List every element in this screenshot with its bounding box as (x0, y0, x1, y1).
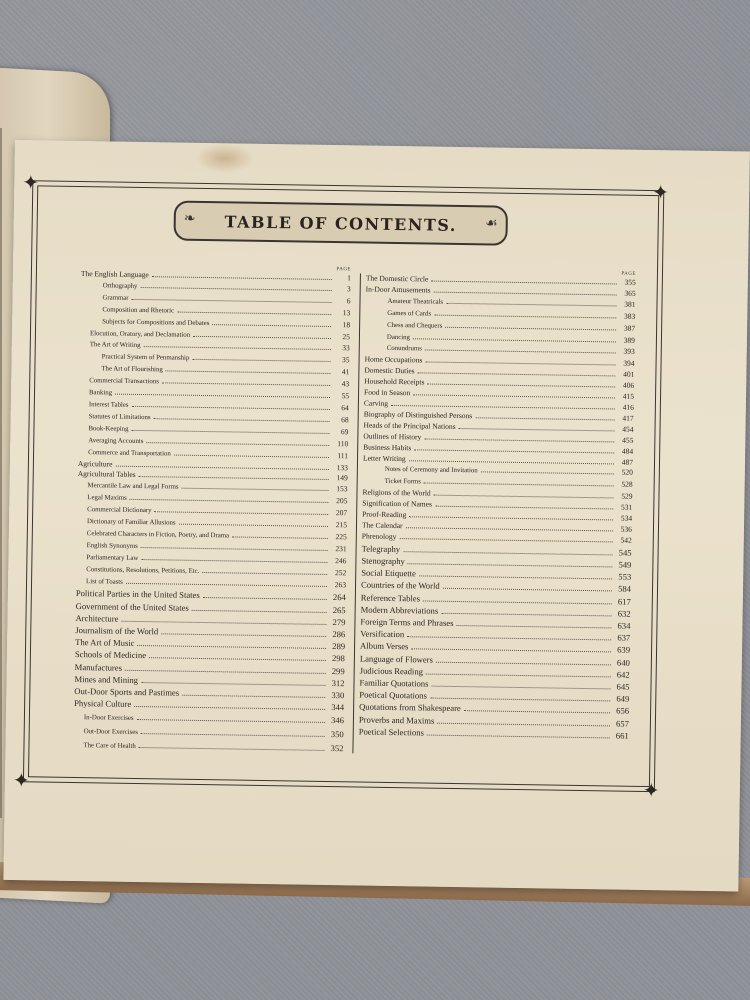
book-page (3, 140, 750, 891)
toc-entry-title: Letter Writing (362, 453, 406, 463)
toc-entry-title: Out-Door Sports and Pastimes (74, 686, 180, 698)
toc-entry-title: Book-Keeping (88, 424, 129, 433)
toc-entry-page: 279 (332, 616, 346, 628)
toc-entry-page: 637 (617, 632, 631, 643)
toc-entry-page: 231 (335, 543, 347, 554)
page-column-label: PAGE (621, 271, 637, 277)
toc-entry-title: Agriculture (77, 458, 113, 469)
leader-dots (408, 557, 613, 567)
toc-entry-title: Domestic Duties (364, 365, 415, 376)
leader-dots (232, 530, 328, 539)
toc-entry-page: 1 (347, 273, 351, 283)
toc-entry-page: 215 (335, 520, 348, 530)
toc-entry-page: 64 (341, 403, 349, 413)
toc-entry-title: Commerce and Transportation (88, 448, 171, 458)
leader-dots (443, 582, 612, 592)
toc-entry-page: 3 (346, 284, 351, 294)
toc-entry-title: Modern Abbreviations (360, 604, 439, 616)
toc-entry-page: 393 (623, 347, 635, 357)
toc-entry-page: 389 (623, 335, 636, 345)
leader-dots (481, 466, 614, 475)
toc-entry-page: 350 (330, 728, 344, 739)
toc-entry-page: 289 (332, 641, 346, 652)
page-title: TABLE OF CONTENTS. (224, 211, 458, 235)
toc-entry-title: The Care of Health (83, 742, 136, 750)
leader-dots (430, 692, 611, 702)
toc-entry-page: 632 (617, 608, 631, 619)
title-cartouche (173, 201, 508, 246)
toc-entry-title: Home Occupations (364, 354, 423, 365)
toc-entry-page: 149 (336, 473, 348, 483)
toc-entry-title: Household Receipts (364, 376, 425, 387)
toc-entry-title: Celebrated Characters in Fiction, Poetry, and Drama (86, 530, 230, 540)
toc-entry-page: 252 (334, 567, 347, 577)
toc-entry-title: Constitutions, Resolutions, Petitions, Etc. (86, 565, 200, 575)
toc-entry-page: 649 (616, 693, 630, 704)
toc-entry-page: 355 (624, 277, 636, 287)
toc-entry-title: Language of Flowers (359, 653, 434, 665)
toc-entry-page: 657 (615, 718, 629, 729)
toc-entry-page: 25 (342, 331, 351, 341)
leader-dots (433, 285, 616, 295)
toc-entry-page: 645 (616, 681, 630, 692)
leader-dots (427, 728, 610, 738)
toc-entry-title: The Art of Flourishing (101, 365, 163, 374)
leader-dots (434, 489, 614, 499)
toc-entry-title: Elocution, Oratory, and Declamation (89, 329, 191, 339)
toc-entry-page: 542 (620, 535, 632, 545)
toc-entry-title: Conundrums (386, 345, 422, 353)
toc-entry-page: 6 (346, 296, 351, 306)
leader-dots (434, 308, 616, 318)
leader-dots (193, 329, 331, 338)
leader-dots (154, 412, 330, 422)
toc-entry-title: Orthography (102, 282, 138, 290)
leader-dots (437, 716, 610, 726)
toc-entry-title: Parliamentary Law (86, 553, 139, 562)
toc-entry-title: In-Door Amusements (365, 284, 431, 295)
toc-entry-title: Statutes of Limitations (88, 413, 151, 422)
toc-entry-title: Composition and Rhetoric (102, 306, 175, 315)
toc-entry-title: Proverbs and Maxims (358, 714, 435, 726)
toc-entry-page: 531 (620, 502, 633, 512)
toc-entry-page: 330 (331, 690, 345, 701)
toc-entry-page: 205 (336, 496, 348, 506)
toc-entry-title: Agricultural Tables (77, 469, 136, 480)
leader-dots (162, 376, 330, 386)
toc-entry-title: Dancing (386, 333, 411, 341)
toc-entry-page: 246 (335, 555, 347, 566)
toc-entry-title: Biography of Distinguished Persons (363, 409, 473, 421)
toc-entry-title: Notes of Ceremony and Invitation (384, 466, 478, 475)
toc-entry-page: 454 (622, 424, 634, 434)
toc-entry-title: Stenography (361, 555, 405, 567)
leader-dots (192, 353, 330, 362)
toc-entry-title: Legal Maxims (87, 494, 127, 503)
toc-entry-title: Quotations from Shakespeare (359, 701, 461, 714)
corner-ornament-icon: ✦ (12, 770, 30, 793)
leader-dots (141, 676, 326, 686)
toc-entry-title: Manufactures (74, 661, 123, 673)
leader-dots (179, 518, 329, 527)
leader-dots (435, 500, 614, 510)
toc-entry-title: The Art of Writing (89, 341, 141, 350)
toc-entry-title: Interest Tables (88, 401, 129, 409)
toc-entry-title: English Synonyms (86, 542, 138, 550)
toc-entry-title: Carving (363, 398, 389, 408)
corner-ornament-icon: ✦ (652, 182, 670, 205)
toc-entry-page: 346 (330, 714, 345, 725)
toc-entry-title: Outlines of History (363, 431, 422, 442)
toc-entry-page: 110 (337, 438, 349, 448)
leader-dots (174, 448, 329, 457)
toc-entry-page: 536 (620, 524, 633, 534)
page-column-label: PAGE (336, 267, 352, 273)
corner-ornament-icon: ✦ (642, 779, 660, 803)
leader-dots (138, 639, 327, 649)
leader-dots (419, 570, 612, 580)
toc-entry-title: Countries of the World (360, 579, 440, 592)
toc-entry-title: Amateur Theatricals (387, 297, 444, 306)
toc-entry-page: 617 (617, 596, 631, 607)
toc-entry-page: 225 (335, 532, 347, 542)
toc-entry-title: The Calendar (361, 520, 403, 531)
toc-entry-title: Averaging Accounts (88, 436, 144, 445)
toc-entry-title: The Domestic Circle (365, 273, 429, 284)
toc-entry-page: 642 (616, 669, 630, 680)
toc-entry-page: 383 (623, 311, 636, 321)
leader-dots (177, 305, 331, 314)
toc-entry-page: 406 (622, 380, 635, 390)
toc-entry-title: Familiar Quotations (359, 677, 429, 689)
leader-dots (403, 545, 613, 555)
leader-dots (411, 643, 611, 653)
leader-dots (431, 680, 610, 690)
toc-entry-page: 639 (617, 644, 631, 656)
toc-entry-page: 286 (332, 629, 346, 640)
page-stain (195, 143, 255, 174)
toc-entry-page: 549 (618, 559, 632, 570)
leader-dots (125, 663, 326, 673)
leader-dots (423, 594, 612, 604)
toc-entry-title: Poetical Selections (358, 726, 424, 738)
toc-entry-page: 387 (623, 323, 636, 333)
leader-dots (166, 365, 331, 375)
toc-entry-title: Journalism of the World (75, 625, 159, 637)
toc-entry-page: 553 (618, 571, 632, 582)
toc-entry-page: 68 (341, 415, 349, 425)
toc-entry-title: Heads of the Principal Nations (363, 420, 456, 431)
toc-entry-title: Games of Cards (387, 309, 432, 318)
toc-entry-title: Commercial Transactions (89, 377, 159, 386)
toc-entry-title: Phrenology (361, 531, 397, 541)
leader-dots (141, 727, 325, 737)
toc-entry-page: 584 (618, 583, 632, 595)
toc-entry-page: 35 (342, 355, 350, 365)
toc-entry-title: Signification of Names (362, 498, 432, 509)
toc-entry-page: 69 (340, 426, 349, 437)
leader-dots (155, 505, 329, 515)
leader-dots (182, 689, 325, 698)
contents-columns (73, 269, 635, 758)
leader-dots (146, 436, 329, 446)
leader-dots (456, 619, 611, 628)
toc-entry-page: 264 (332, 592, 346, 603)
toc-entry-title: In-Door Exercises (83, 713, 134, 722)
left-page-border (0, 128, 2, 818)
toc-entry-page: 528 (621, 479, 633, 490)
toc-entry-page: 416 (622, 402, 634, 412)
toc-entry-title: Subjects for Compositions and Debates (102, 318, 210, 327)
toc-entry-title: Physical Culture (74, 698, 132, 710)
toc-entry-page: 352 (330, 742, 344, 754)
toc-entry-page: 417 (622, 413, 634, 423)
leader-dots (161, 627, 326, 637)
toc-entry-page: 55 (341, 391, 350, 401)
leader-dots (475, 411, 615, 420)
toc-entry-title: Judicious Reading (359, 665, 424, 677)
leader-dots (202, 566, 327, 575)
toc-entry-page: 365 (624, 288, 636, 298)
toc-entry-title: Reference Tables (360, 592, 421, 603)
toc-entry-title: The Art of Music (75, 637, 135, 649)
contents-column-left (73, 269, 351, 756)
toc-entry-title: Grammar (102, 294, 129, 302)
toc-entry-title: The English Language (80, 269, 149, 280)
toc-entry-page: 312 (331, 677, 345, 689)
toc-entry-title: Food in Season (364, 387, 411, 398)
toc-entry-page: 133 (336, 462, 348, 472)
toc-entry-page: 534 (620, 513, 633, 523)
toc-entry-page: 529 (621, 491, 633, 501)
leader-dots (137, 712, 325, 722)
toc-entry-title: Poetical Quotations (359, 689, 427, 701)
toc-entry-title: Versification (360, 628, 405, 640)
toc-entry-page: 265 (332, 604, 346, 615)
toc-entry-title: List of Toasts (86, 577, 123, 586)
leader-dots (134, 700, 325, 710)
toc-entry-page: 344 (331, 702, 345, 713)
toc-entry-page: 484 (621, 446, 634, 456)
toc-entry-title: Practical System of Penmanship (101, 353, 190, 363)
leader-dots (149, 652, 326, 662)
leader-dots (212, 318, 331, 327)
toc-entry-page: 661 (615, 730, 629, 741)
toc-entry-page: 381 (624, 299, 636, 309)
leader-dots (407, 630, 611, 640)
flourish-icon: ❧ (183, 211, 196, 227)
toc-entry-title: Religions of the World (362, 487, 431, 498)
toc-entry-title: Dictionary of Familiar Allusions (86, 518, 176, 527)
toc-entry-page: 299 (331, 665, 345, 676)
toc-entry-page: 111 (337, 450, 349, 460)
toc-entry-page: 634 (617, 620, 631, 631)
toc-entry-page: 394 (623, 358, 635, 369)
leader-dots (192, 604, 327, 613)
toc-entry-page: 33 (342, 343, 350, 353)
toc-entry-page: 415 (622, 391, 635, 401)
leader-dots (203, 591, 327, 600)
toc-entry-title: Political Parties in the United States (75, 588, 200, 601)
leader-dots (459, 422, 615, 431)
corner-ornament-icon: ✦ (22, 172, 40, 195)
toc-entry-title: Architecture (75, 612, 119, 624)
flourish-icon: ☙ (485, 216, 498, 232)
toc-entry-title: Commercial Dictionary (87, 506, 152, 515)
toc-entry-page: 298 (331, 653, 345, 664)
leader-dots (464, 705, 610, 714)
toc-entry-title: Mercantile Law and Legal Forms (87, 482, 179, 491)
toc-entry-title: Mines and Mining (74, 673, 139, 685)
toc-entry-title: Proof-Reading (362, 509, 407, 520)
toc-entry-title: Social Etiquette (361, 567, 416, 579)
toc-entry-title: Album Verses (360, 640, 409, 652)
leader-dots (121, 615, 326, 625)
toc-entry-title: Out-Door Exercises (83, 727, 138, 736)
toc-entry-page: 18 (342, 319, 351, 329)
toc-entry-page: 487 (621, 457, 634, 467)
contents-column-right (358, 271, 637, 742)
toc-entry-page: 545 (618, 547, 632, 558)
toc-entry-page: 13 (342, 307, 351, 318)
toc-entry-title: Ticket Forms (384, 478, 421, 486)
leader-dots (152, 270, 332, 280)
toc-entry-title: Telegraphy (361, 543, 401, 554)
toc-entry-page: 263 (334, 579, 347, 589)
toc-entry-title: Banking (88, 389, 113, 397)
toc-entry-title: Foreign Terms and Phrases (360, 616, 454, 628)
leader-dots (445, 320, 616, 330)
leader-dots (441, 607, 612, 617)
leader-dots (182, 482, 329, 491)
toc-entry-title: Chess and Chequers (387, 321, 443, 330)
toc-entry-page: 43 (341, 379, 350, 389)
toc-entry-page: 520 (621, 467, 633, 478)
toc-entry-page: 41 (341, 367, 350, 377)
toc-entry-title: Business Habits (363, 442, 412, 452)
toc-entry-title: Schools of Medicine (74, 649, 147, 661)
toc-entry-page: 153 (336, 484, 348, 494)
toc-entry-page: 656 (616, 705, 630, 717)
toc-entry-page: 455 (622, 435, 634, 445)
toc-entry-page: 640 (616, 657, 630, 668)
leader-dots (139, 741, 325, 751)
toc-entry-title: Government of the United States (75, 600, 189, 613)
leader-dots (446, 297, 617, 307)
toc-entry-page: 207 (335, 508, 348, 518)
leader-dots (426, 667, 611, 677)
toc-entry-page: 401 (623, 369, 635, 380)
leader-dots (436, 655, 611, 665)
